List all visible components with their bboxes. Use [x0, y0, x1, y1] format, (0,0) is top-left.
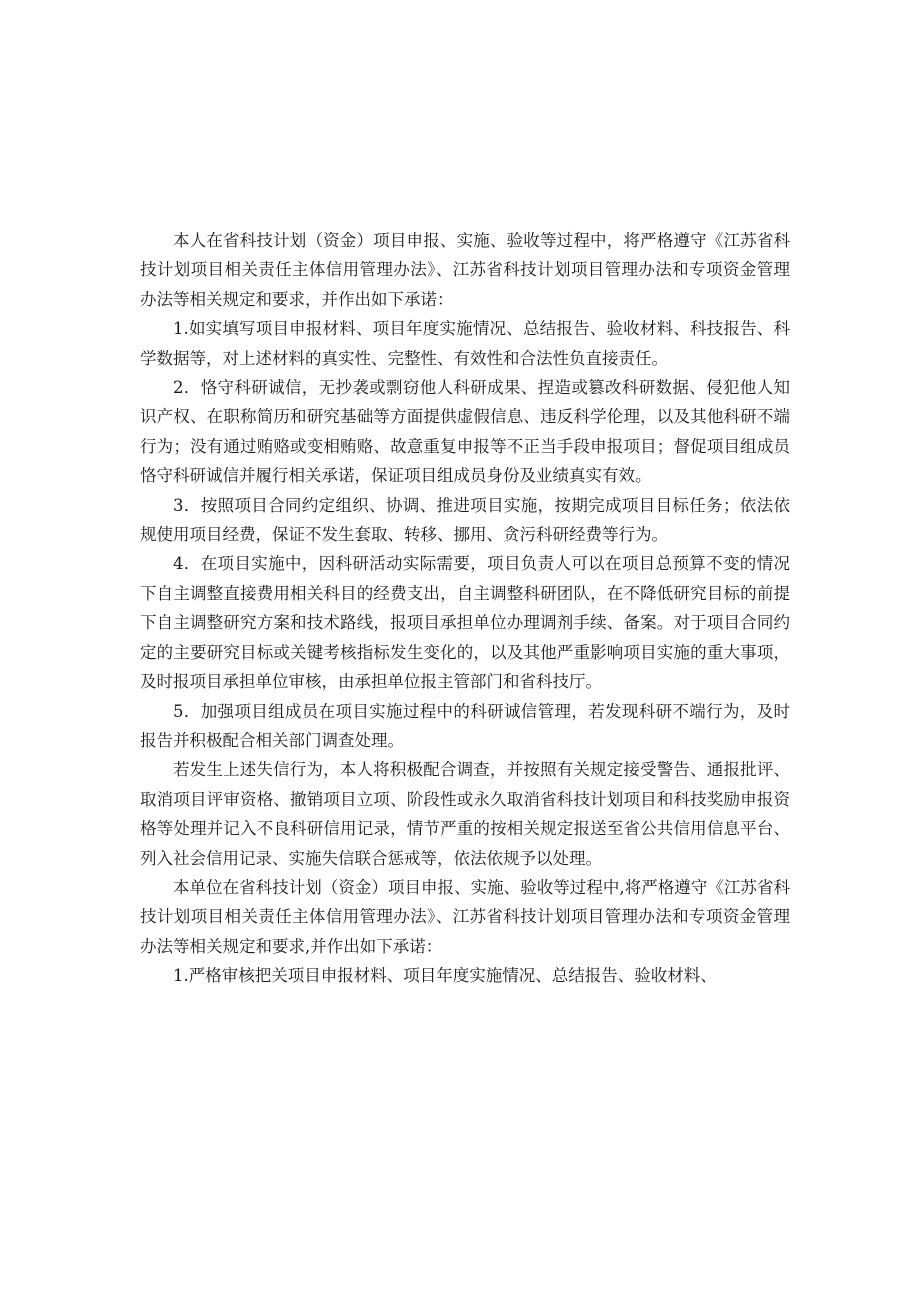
paragraph-breach-consequences: 若发生上述失信行为，本人将积极配合调查，并按照有关规定接受警告、通报批评、取消项目评审资格、撤销项目立项、阶段性或永久取消省科技计划项目和科技奖励申报资格等处理并记入不良科研信用记录，情节严重的按相关规定报送至省公共信用信息平台、列入社会信用记录、实施失信联合惩戒等，依法依规予以处理。 — [140, 760, 790, 868]
paragraph-unit-pledge-item-1: 1.严格审核把关项目申报材料、项目年度实施情况、总结报告、验收材料、 — [173, 966, 717, 986]
paragraph-pledge-item-5: 5．加强项目组成员在项目实施过程中的科研诚信管理，若发现科研不端行为，及时报告并积极配合相关部门调查处理。 — [140, 701, 790, 750]
paragraph-personal-pledge-intro: 本人在省科技计划（资金）项目申报、实施、验收等过程中，将严格遵守《江苏省科技计划项目相关责任主体信用管理办法》、江苏省科技计划项目管理办法和专项资金管理办法等相关规定和要求，并作出如下承诺： — [140, 231, 790, 309]
paragraph-pledge-item-3: 3．按照项目合同约定组织、协调、推进项目实施，按期完成项目目标任务；依法依规使用项目经费，保证不发生套取、转移、挪用、贪污科研经费等行为。 — [140, 495, 790, 545]
document-body — [140, 226, 790, 991]
paragraph-pledge-item-1: 1.如实填写项目申报材料、项目年度实施情况、总结报告、验收材料、科技报告、科学数据等，对上述材料的真实性、完整性、有效性和合法性负直接责任。 — [140, 319, 790, 368]
paragraph-pledge-item-2: 2．恪守科研诚信，无抄袭或剽窃他人科研成果、捏造或篡改科研数据、侵犯他人知识产权、在职称简历和研究基础等方面提供虚假信息、违反科学伦理，以及其他科研不端行为；没有通过贿赂或变相贿赂、故意重复申报等不正当手段申报项目；督促项目组成员恪守科研诚信并履行相关承诺，保证项目组成员身份及业绩真实有效。 — [140, 378, 790, 486]
paragraph-pledge-item-4: 4．在项目实施中，因科研活动实际需要，项目负责人可以在项目总预算不变的情况下自主调整直接费用相关科目的经费支出，自主调整科研团队，在不降低研究目标的前提下自主调整研究方案和技术路线，报项目承担单位办理调剂手续、备案。对于项目合同约定的主要研究目标或关键考核指标发生变化的，以及其他严重影响项目实施的重大事项，及时报项目承担单位审核，由承担单位报主管部门和省科技厅。 — [140, 554, 790, 692]
paragraph-unit-pledge-intro: 本单位在省科技计划（资金）项目申报、实施、验收等过程中,将严格遵守《江苏省科技计划项目相关责任主体信用管理办法》、江苏省科技计划项目管理办法和专项资金管理办法等相关规定和要求,并作出如下承诺： — [140, 877, 790, 956]
